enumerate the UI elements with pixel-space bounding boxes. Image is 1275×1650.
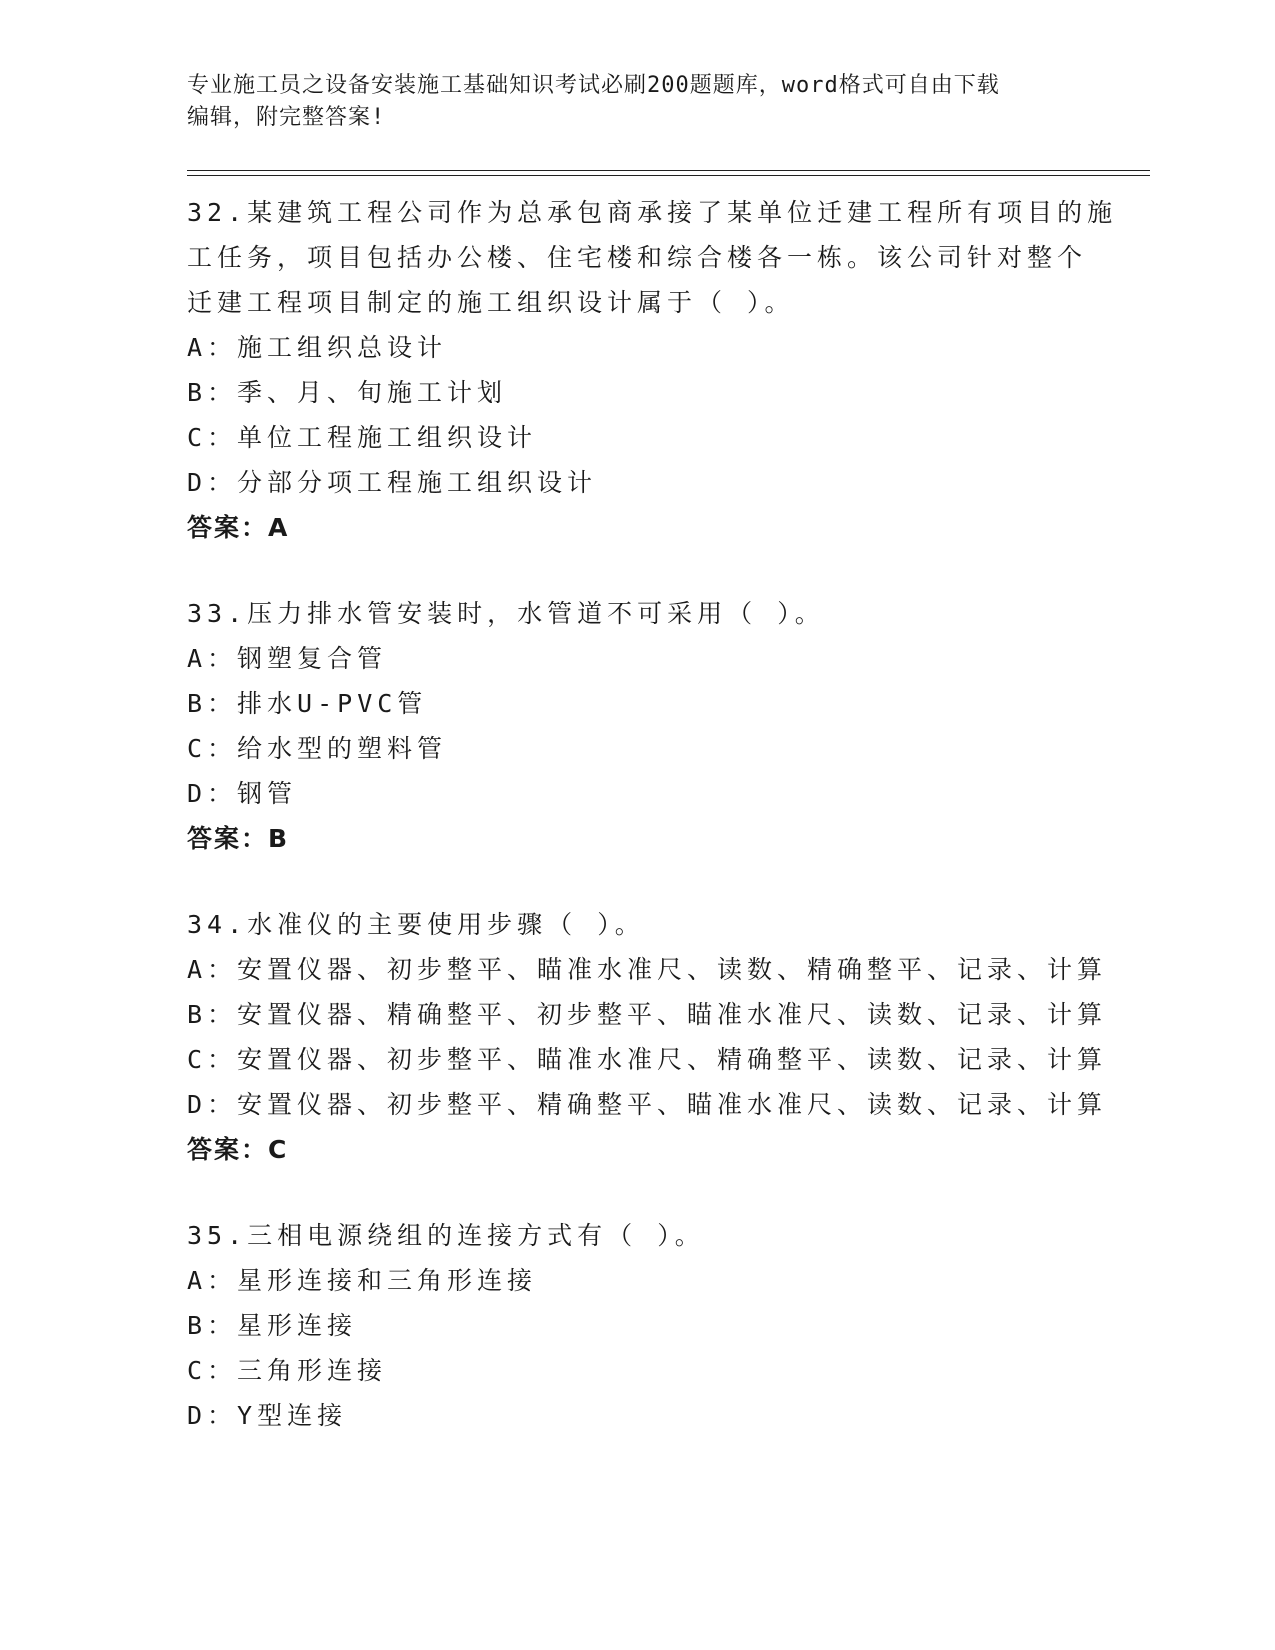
option-c: C：三角形连接 [187,1356,388,1385]
question-stem-line: 34.水准仪的主要使用步骤（ ）。 [187,910,645,939]
option-c: C：单位工程施工组织设计 [187,423,538,452]
answer-label: 答案：B [187,824,290,853]
answer-label: 答案：C [187,1135,289,1164]
option-b: B：季、月、旬施工计划 [187,378,508,407]
header-double-rule [187,170,1150,176]
option-a: A：施工组织总设计 [187,333,448,362]
question-35 [187,1213,1147,1438]
option-a: A：钢塑复合管 [187,644,388,673]
option-d: D：Y型连接 [187,1401,348,1430]
question-stem-line: 35.三相电源绕组的连接方式有（ ）。 [187,1221,705,1250]
question-33 [187,591,1147,862]
document-page [187,70,1147,1438]
option-a: A：星形连接和三角形连接 [187,1266,538,1295]
option-c: C：给水型的塑料管 [187,734,448,763]
question-stem-line: 工任务，项目包括办公楼、住宅楼和综合楼各一栋。该公司针对整个 [187,243,1088,272]
option-d: D：钢管 [187,779,298,808]
option-b: B：安置仪器、精确整平、初步整平、瞄准水准尺、读数、记录、计算 [187,1000,1108,1029]
option-b: B：排水U-PVC管 [187,689,428,718]
option-c: C：安置仪器、初步整平、瞄准水准尺、精确整平、读数、记录、计算 [187,1045,1108,1074]
answer-label: 答案：A [187,513,290,542]
question-32 [187,190,1147,551]
question-stem-line: 迁建工程项目制定的施工组织设计属于（ ）。 [187,288,795,317]
option-d: D：安置仪器、初步整平、精确整平、瞄准水准尺、读数、记录、计算 [187,1090,1108,1119]
header-title-line-1: 专业施工员之设备安装施工基础知识考试必刷200题题库，word格式可自由下载 [187,73,1000,98]
question-stem-line: 33.压力排水管安装时，水管道不可采用（ ）。 [187,599,825,628]
option-d: D：分部分项工程施工组织设计 [187,468,598,497]
option-b: B：星形连接 [187,1311,358,1340]
question-stem-line: 32.某建筑工程公司作为总承包商承接了某单位迁建工程所有项目的施 [187,198,1118,227]
question-34 [187,902,1147,1173]
header-title-line-2: 编辑，附完整答案! [187,105,386,130]
option-a: A：安置仪器、初步整平、瞄准水准尺、读数、精确整平、记录、计算 [187,955,1108,984]
